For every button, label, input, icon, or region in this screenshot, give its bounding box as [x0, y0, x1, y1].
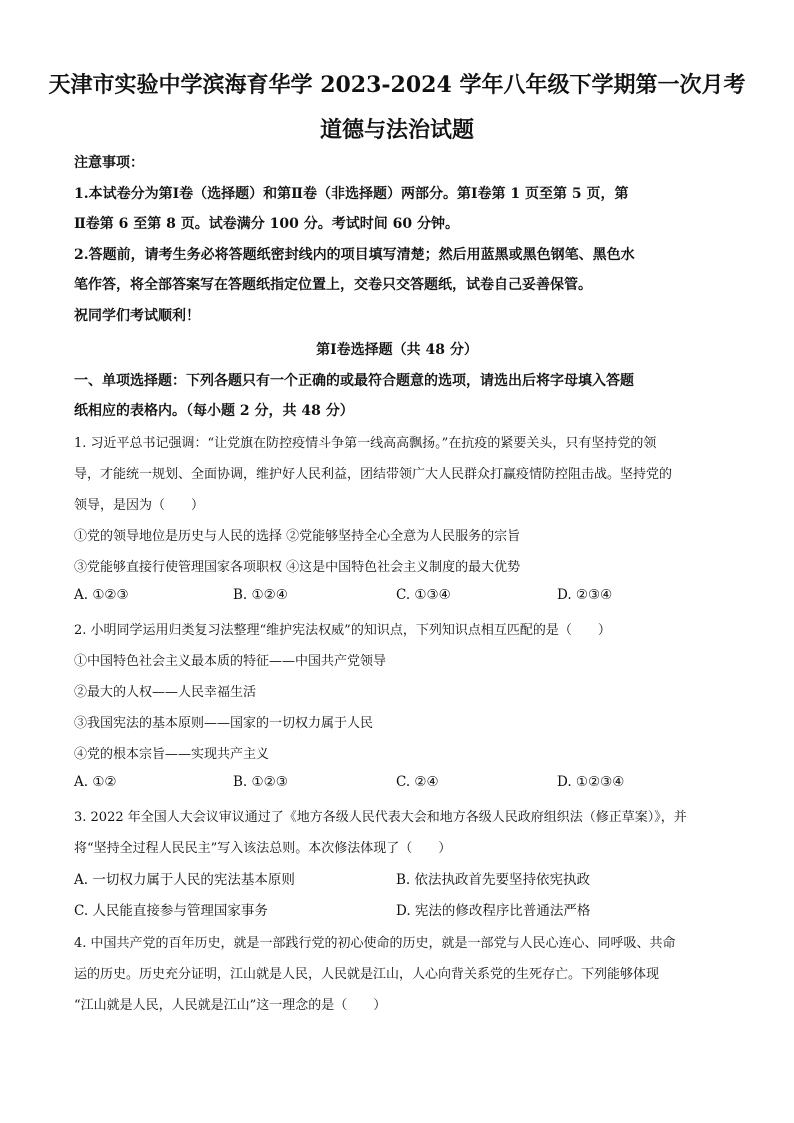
notice-wish: 祝同学们考试顺利！	[74, 308, 200, 324]
section-title: 第Ⅰ卷选择题（共 48 分）	[316, 342, 478, 358]
section-instruction: 一、单项选择题：下列各题只有一个正确的或最符合题意的选项，请选出后将字母填入答题	[74, 373, 634, 389]
q1-stem-cont: 导，才能统一规划、全面协调，维护好人民利益，团结带领广大人民群众打赢疫情防控阻击战。坚持党的	[74, 467, 673, 482]
q2-statement-2: ②最大的人权——人民幸福生活	[74, 685, 257, 700]
q4-stem: 4. 中国共产党的百年历史，就是一部践行党的初心使命的历史，就是一部党与人民心连心、同呼吸、共命	[74, 936, 676, 951]
notice-item-2: 2.答题前，请考生务必将答题纸密封线内的项目填写清楚；然后用蓝黑或黑色钢笔、黑色水	[74, 247, 635, 263]
q1-stem: 1. 习近平总书记强调：“让党旗在防控疫情斗争第一线高高飘扬。”在抗疫的紧要关头，只有坚持党的领	[74, 436, 657, 451]
q3-stem-cont: 将“坚持全过程人民民主”写入该法总则。本次修法体现了（ ）	[74, 841, 452, 856]
q2-option-b: B. ①②③	[233, 774, 288, 790]
q3-stem: 3. 2022 年全国人大会议审议通过了《地方各级人民代表大会和地方各级人民政府组织法（修正草案）》，并	[74, 810, 687, 825]
q3-option-d: D. 宪法的修改程序比普通法严格	[396, 903, 591, 919]
q4-stem-cont: 运的历史。历史充分证明，江山就是人民，人民就是江山，人心向背关系党的生死存亡。下列能够体现	[74, 967, 660, 982]
notice-heading: 注意事项：	[74, 155, 144, 171]
exam-subtitle: 道德与法治试题	[319, 117, 474, 143]
q2-option-a: A. ①②	[74, 774, 117, 790]
q2-option-d: D. ①②③④	[557, 774, 625, 790]
q2-statement-1: ①中国特色社会主义最本质的特征——中国共产党领导	[74, 654, 387, 669]
q1-option-b: B. ①②④	[233, 587, 288, 603]
q4-stem-end: “江山就是人民，人民就是江山”这一理念的是（ ）	[74, 998, 387, 1013]
exam-title: 天津市实验中学滨海育华学 2023-2024 学年八年级下学期第一次月考	[48, 72, 746, 98]
q2-stem: 2. 小明同学运用归类复习法整理“维护宪法权威”的知识点，下列知识点相互匹配的是（ ）	[74, 623, 611, 638]
notice-item-1: 1.本试卷分为第Ⅰ卷（选择题）和第Ⅱ卷（非选择题）两部分。第Ⅰ卷第 1 页至第 5 页，第	[74, 186, 629, 202]
q2-statement-4: ④党的根本宗旨——实现共产主义	[74, 747, 270, 762]
q1-option-a: A. ①②③	[74, 587, 129, 603]
q1-statements-2: ③党能够直接行使管理国家各项职权 ④这是中国特色社会主义制度的最大优势	[74, 560, 521, 575]
section-instruction-cont: 纸相应的表格内。（每小题 2 分，共 48 分）	[74, 403, 354, 419]
q2-statement-3: ③我国宪法的基本原则——国家的一切权力属于人民	[74, 716, 374, 731]
q1-stem-end: 领导，是因为（ ）	[74, 498, 205, 513]
notice-item-2-cont: 笔作答，将全部答案写在答题纸指定位置上，交卷只交答题纸，试卷自己妥善保管。	[74, 277, 592, 293]
q3-option-b: B. 依法执政首先要坚持依宪执政	[396, 872, 591, 888]
q1-option-d: D. ②③④	[557, 587, 613, 603]
q3-option-a: A. 一切权力属于人民的宪法基本原则	[74, 872, 295, 888]
q1-option-c: C. ①③④	[396, 587, 451, 603]
q3-option-c: C. 人民能直接参与管理国家事务	[74, 903, 268, 919]
notice-item-1-cont: Ⅱ卷第 6 至第 8 页。试卷满分 100 分。考试时间 60 分钟。	[74, 216, 459, 232]
q2-option-c: C. ②④	[396, 774, 439, 790]
q1-statements-1: ①党的领导地位是历史与人民的选择 ②党能够坚持全心全意为人民服务的宗旨	[74, 529, 521, 544]
